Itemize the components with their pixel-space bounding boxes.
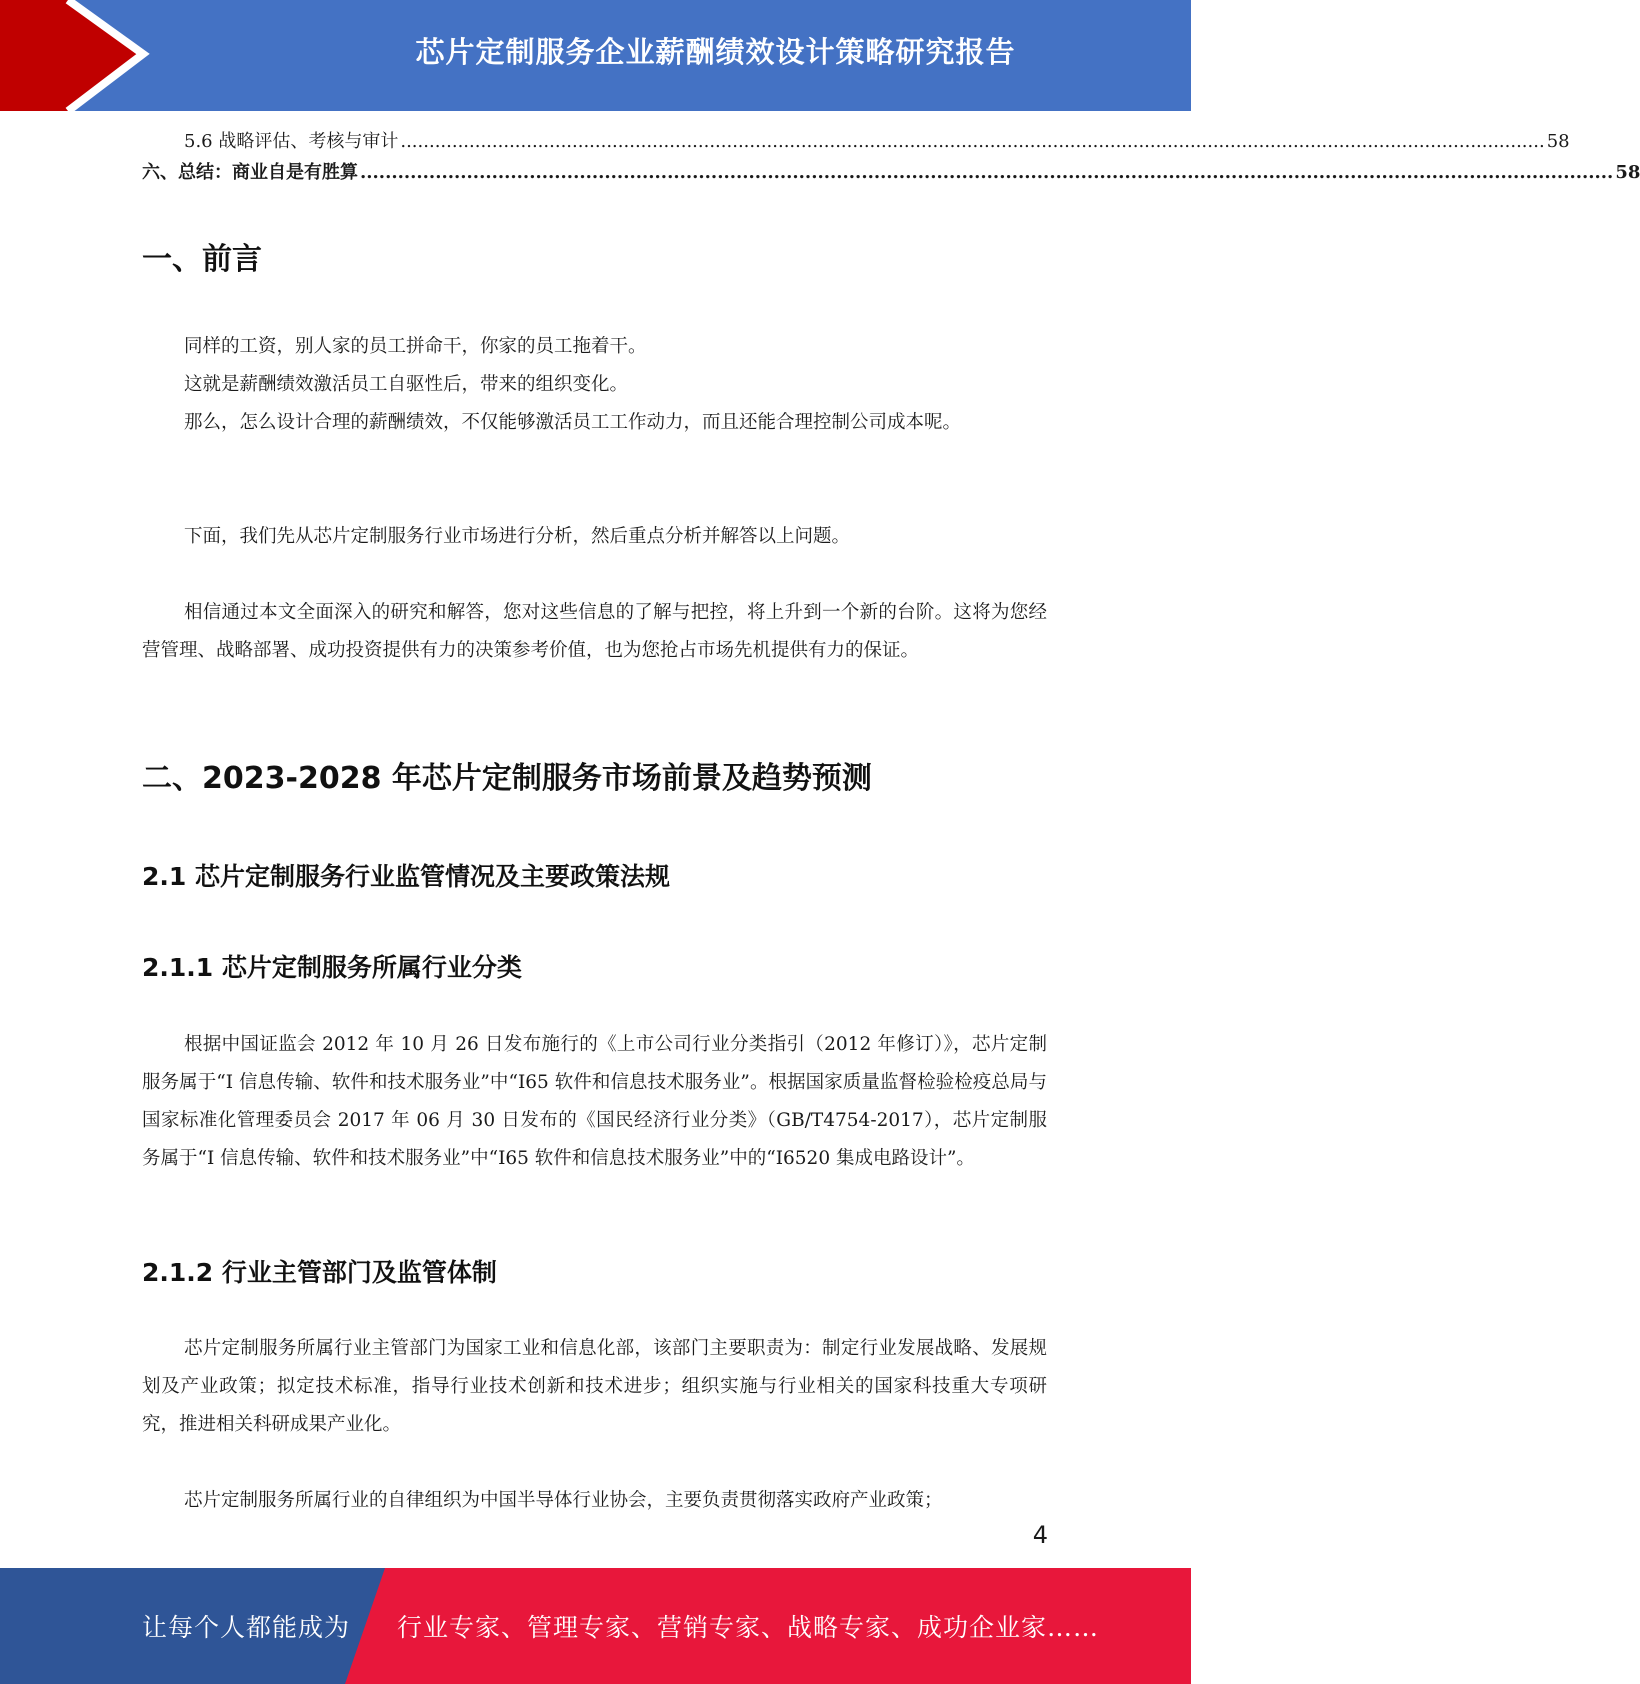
body-paragraph: 芯片定制服务所属行业的自律组织为中国半导体行业协会，主要负责贯彻落实政府产业政策；: [184, 1490, 943, 1511]
subsection-heading: 2.1.2 行业主管部门及监管体制: [142, 1258, 497, 1287]
report-title: 芯片定制服务企业薪酬绩效设计策略研究报告: [415, 34, 1016, 69]
section-heading: 2.1 芯片定制服务行业监管情况及主要政策法规: [142, 862, 670, 891]
toc-entry[interactable]: [142, 162, 1640, 184]
page-footer: [0, 1568, 1191, 1684]
subsection-heading: 2.1.1 芯片定制服务所属行业分类: [142, 953, 522, 982]
footer-slogan-left: 让每个人都能成为: [142, 1613, 351, 1642]
body-paragraph: 根据中国证监会 2012 年 10 月 26 日发布施行的《上市公司行业分类指引（2012 年修订）》，芯片定制服务属于“I 信息传输、软件和技术服务业”中“I65 软件和信息技术服务业”。根据国家质量监督检验检疫总局与国家标准化管理委员会 2017 年 06 月 30 日发布的《国民经济行业分类》（GB/T4754-2017），芯片定制服务属于“I 信息传输、软件和技术服务业”中“I65 软件和信息技术服务业”中的“I6520 集成电路设计”。: [142, 1034, 1047, 1169]
preface-paragraph: 下面，我们先从芯片定制服务行业市场进行分析，然后重点分析并解答以上问题。: [184, 526, 851, 547]
preface-paragraph: 这就是薪酬绩效激活员工自驱性后，带来的组织变化。: [184, 374, 629, 395]
preface-paragraph: 那么，怎么设计合理的薪酬绩效，不仅能够激活员工工作动力，而且还能合理控制公司成本呢。: [184, 412, 962, 433]
page-header: [0, 0, 1191, 111]
toc-entry-page: 58: [1546, 131, 1570, 152]
toc-leader-dots: ........................................................................................................................................................................................................: [360, 162, 1614, 183]
preface-paragraph: 相信通过本文全面深入的研究和解答，您对这些信息的了解与把控，将上升到一个新的台阶。这将为您经营管理、战略部署、成功投资提供有力的决策参考价值，也为您抢占市场先机提供有力的保证。: [142, 602, 1047, 661]
toc-leader-dots: ........................................................................................................................................................................................................: [400, 131, 1545, 152]
chapter-heading: 二、2023-2028 年芯片定制服务市场前景及趋势预测: [142, 761, 872, 796]
toc-entry-page: 58: [1615, 162, 1640, 183]
body-paragraph: 芯片定制服务所属行业主管部门为国家工业和信息化部，该部门主要职责为：制定行业发展战略、发展规划及产业政策；拟定技术标准，指导行业技术创新和技术进步；组织实施与行业相关的国家科技重大专项研究，推进相关科研成果产业化。: [142, 1338, 1047, 1435]
preface-paragraph: 同样的工资，别人家的员工拼命干，你家的员工拖着干。: [184, 336, 647, 357]
footer-slogan-right: 行业专家、管理专家、营销专家、战略专家、成功企业家……: [397, 1613, 1100, 1642]
toc-entry[interactable]: [142, 131, 1570, 153]
section-heading-preface: 一、前言: [142, 242, 262, 277]
page-number: 4: [1032, 1521, 1048, 1549]
toc-entry-label: 5.6 战略评估、考核与审计: [184, 131, 399, 152]
toc-entry-label: 六、总结：商业自是有胜算: [142, 162, 358, 183]
